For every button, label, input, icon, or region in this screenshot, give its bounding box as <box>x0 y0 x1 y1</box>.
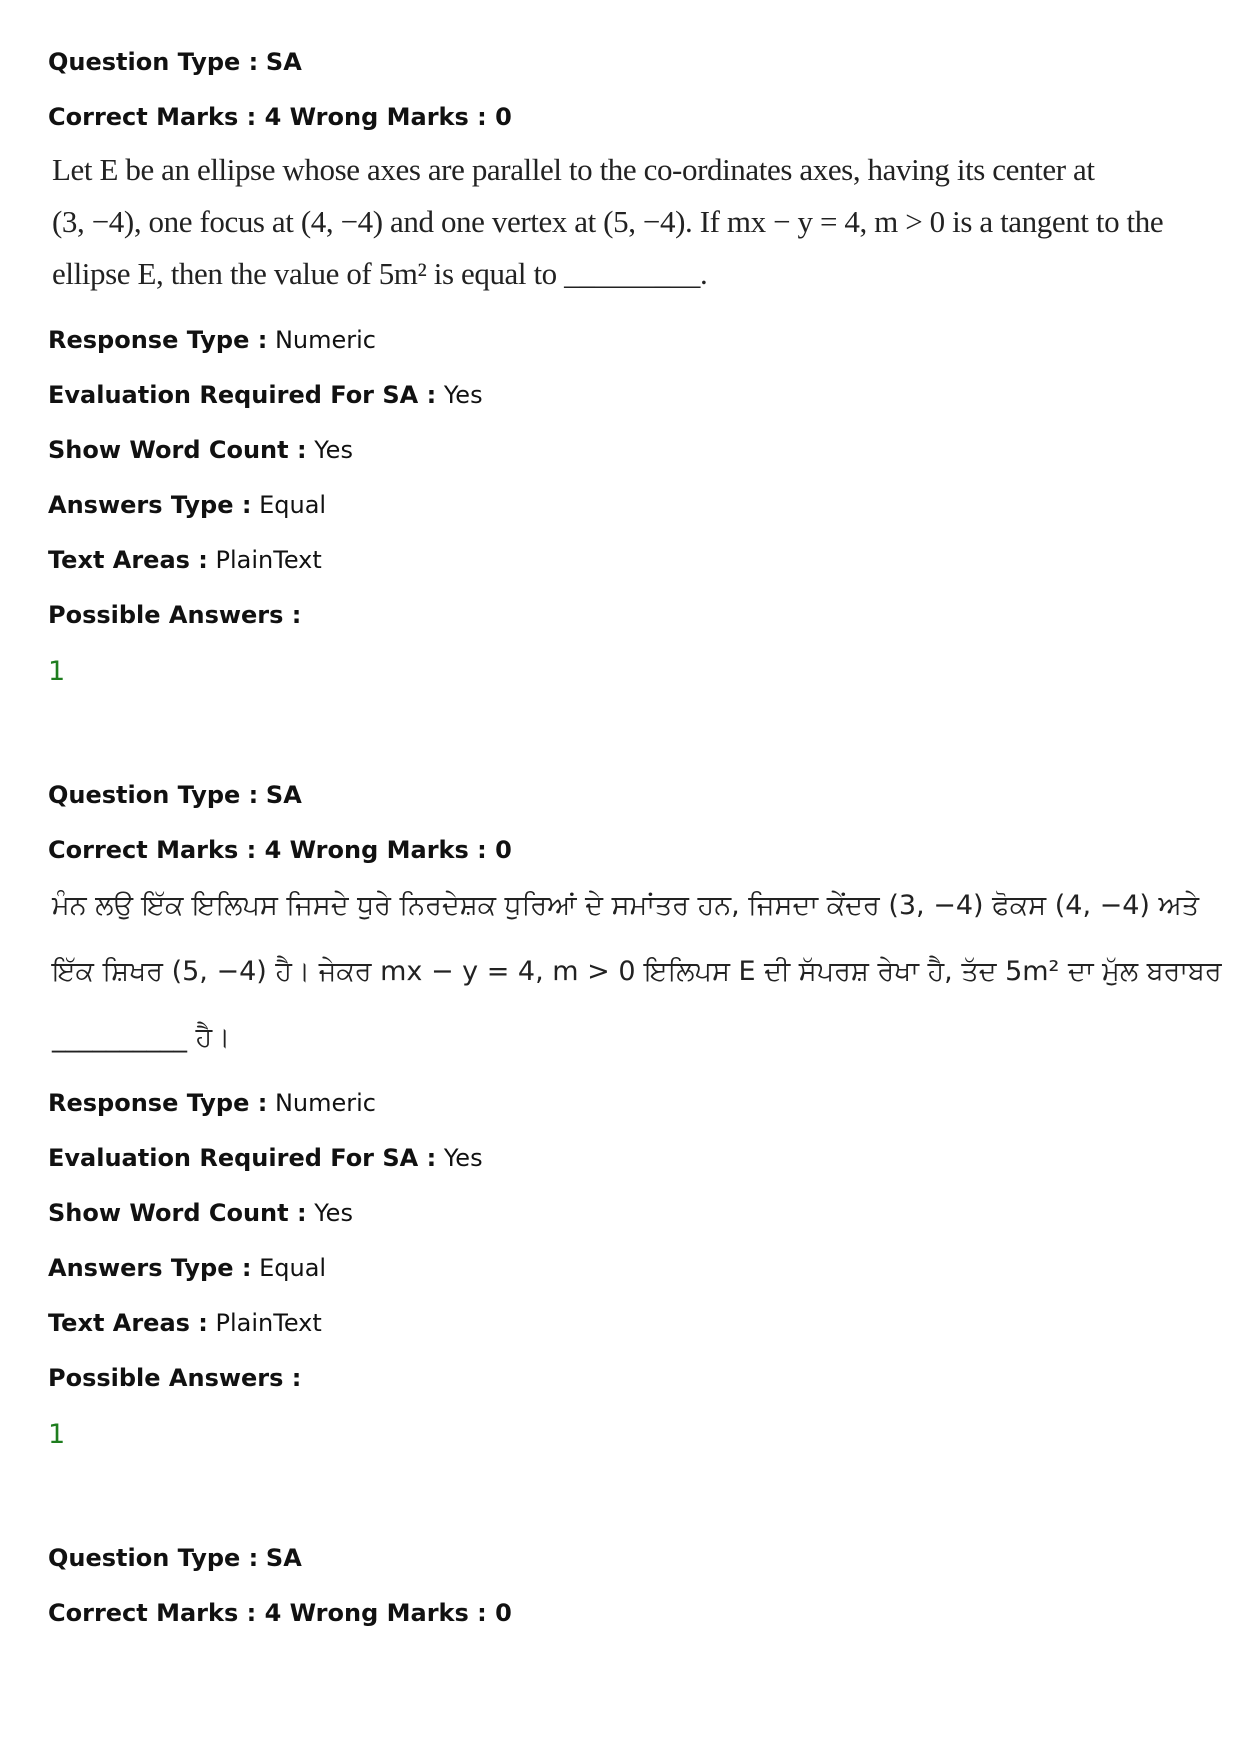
word-count-value: Yes <box>314 1199 353 1227</box>
word-count-label: Show Word Count : <box>48 1199 307 1227</box>
word-count-row <box>48 434 353 466</box>
response-type-row <box>48 1087 376 1119</box>
possible-answers-label: Possible Answers : <box>48 1364 302 1392</box>
response-type-row <box>48 324 376 356</box>
answers-type-value: Equal <box>259 491 327 519</box>
evaluation-row <box>48 379 483 411</box>
word-count-value: Yes <box>314 436 353 464</box>
question-type-value: SA <box>265 48 302 76</box>
question-line: (3, −4), one focus at (4, −4) and one vertex at (5, −4). If mx − y = 4, m > 0 is a tangent to the <box>52 204 1164 239</box>
possible-answer-value: 1 <box>48 1419 66 1450</box>
evaluation-row <box>48 1142 483 1174</box>
word-count-row <box>48 1197 353 1229</box>
text-areas-label: Text Areas : <box>48 1309 208 1337</box>
answers-type-label: Answers Type : <box>48 491 252 519</box>
question-line: __________ ਹੈ। <box>52 1022 231 1053</box>
answers-type-value: Equal <box>259 1254 327 1282</box>
question-type-value: SA <box>265 781 302 809</box>
marks-row: Correct Marks : 4 Wrong Marks : 0 <box>48 1599 512 1627</box>
question-line: ellipse E, then the value of 5m² is equal to _________. <box>52 256 708 291</box>
question-type-label: Question Type : <box>48 48 259 76</box>
question-line: Let E be an ellipse whose axes are parallel to the co-ordinates axes, having its center at <box>52 152 1095 187</box>
text-areas-value: PlainText <box>215 546 322 574</box>
marks-row: Correct Marks : 4 Wrong Marks : 0 <box>48 836 512 864</box>
word-count-label: Show Word Count : <box>48 436 307 464</box>
text-areas-label: Text Areas : <box>48 546 208 574</box>
evaluation-value: Yes <box>443 1144 483 1172</box>
question-type-label: Question Type : <box>48 781 259 809</box>
text-areas-row <box>48 544 322 576</box>
response-type-value: Numeric <box>274 1089 376 1117</box>
answers-type-row <box>48 489 326 521</box>
question-type-row <box>48 46 302 78</box>
question-line: ਇੱਕ ਸ਼ਿਖਰ (5, −4) ਹੈ। ਜੇਕਰ mx − y = 4, m > 0 ਇਲਿਪਸ E ਦੀ ਸੱਪਰਸ਼ ਰੇਖਾ ਹੈ, ਤੱਦ 5m² ਦਾ ਮੁੱਲ ਬਰਾਬਰ <box>52 956 1222 987</box>
question-line: ਮੰਨ ਲਉ ਇੱਕ ਇਲਿਪਸ ਜਿਸਦੇ ਧੁਰੇ ਨਿਰਦੇਸ਼ਕ ਧੁਰਿਆਂ ਦੇ ਸਮਾਂਤਰ ਹਨ, ਜਿਸਦਾ ਕੇਂਦਰ (3, −4) ਫੋਕਸ (4, −4) ਅਤੇ <box>52 890 1200 921</box>
question-type-row <box>48 779 302 811</box>
response-type-label: Response Type : <box>48 326 268 354</box>
question-type-value: SA <box>265 1544 302 1572</box>
text-areas-value: PlainText <box>215 1309 322 1337</box>
question-type-label: Question Type : <box>48 1544 259 1572</box>
answers-type-label: Answers Type : <box>48 1254 252 1282</box>
answers-type-row <box>48 1252 326 1284</box>
possible-answer-value: 1 <box>48 656 66 687</box>
question-text-image <box>48 882 1222 1072</box>
response-type-value: Numeric <box>274 326 376 354</box>
evaluation-label: Evaluation Required For SA : <box>48 1144 437 1172</box>
evaluation-label: Evaluation Required For SA : <box>48 381 437 409</box>
text-areas-row <box>48 1307 322 1339</box>
response-type-label: Response Type : <box>48 1089 268 1117</box>
marks-row: Correct Marks : 4 Wrong Marks : 0 <box>48 103 512 131</box>
evaluation-value: Yes <box>443 381 483 409</box>
possible-answers-label: Possible Answers : <box>48 601 302 629</box>
question-type-row <box>48 1542 302 1574</box>
question-text-image <box>48 148 1164 298</box>
